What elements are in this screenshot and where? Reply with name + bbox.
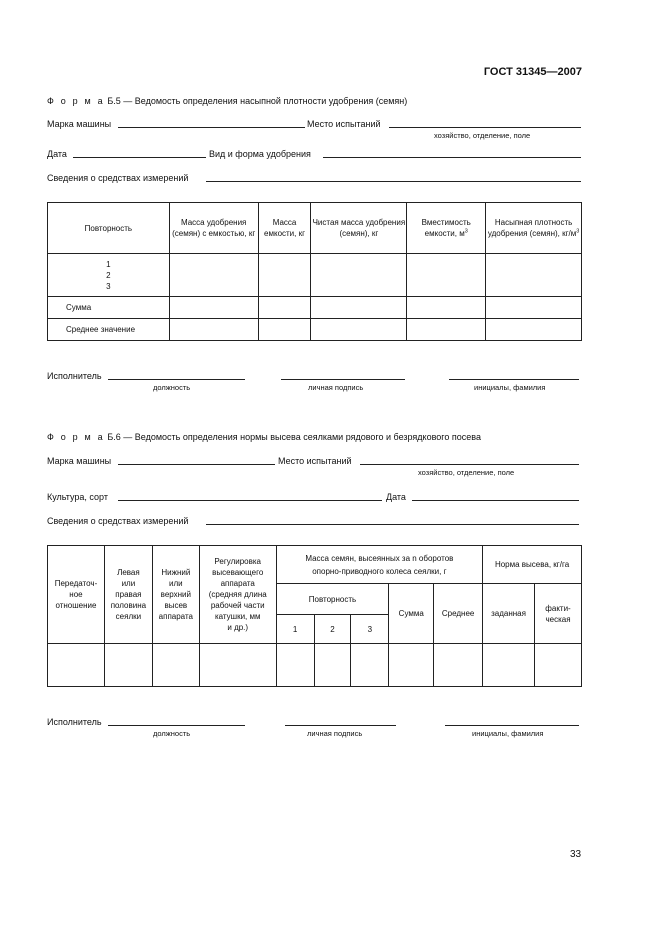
header-sowing-type [152,546,199,644]
form5-position-caption: должность [153,383,191,392]
form5-initials-field[interactable] [449,379,579,380]
form5-signature-caption: личная подпись [308,383,364,392]
form5-type-field[interactable] [323,157,581,158]
cubic-exponent: 3 [464,228,468,235]
header-seed-mass [276,546,482,584]
header-seeding-norm: Норма высева, кг/га [483,546,582,584]
table-cell[interactable] [389,644,434,687]
form5-machine-label: Марка машины [47,119,112,129]
header-regulation-line: аппарата [220,579,255,588]
header-repeat-3: 3 [351,615,389,644]
header-actual [535,584,582,644]
table-cell[interactable] [276,644,314,687]
table-cell[interactable] [258,297,311,319]
table-cell[interactable] [407,297,486,319]
form5-date-label: Дата [47,149,67,159]
form6-table [47,545,582,687]
table-cell[interactable] [199,644,276,687]
table-cell[interactable] [314,644,351,687]
header-seed-mass-line: Масса семян, высеянных за n оборотов [305,553,454,563]
table-cell[interactable] [486,297,582,319]
table-cell[interactable] [104,644,152,687]
form5-instruments-field[interactable] [206,181,581,182]
table-cell[interactable] [169,297,258,319]
form5-initials-caption: инициалы, фамилия [474,383,546,392]
form6-title [47,432,481,442]
table-cell[interactable] [258,319,311,341]
repeat-3: 3 [106,281,111,291]
header-seeder-half [104,546,152,644]
form6-signature-caption: личная подпись [307,729,363,738]
table-cell[interactable] [407,319,486,341]
form6-place-caption: хозяйство, отделение, поле [418,468,515,477]
header-regulation-line: катушки, мм [214,612,261,621]
table-cell[interactable] [486,254,582,297]
standard-number: ГОСТ 31345—2007 [483,66,582,78]
header-sum: Сумма [389,584,434,644]
repeat-2: 2 [106,270,111,280]
header-capacity-text: Вместимость емкости, м [421,218,471,238]
table-cell[interactable] [169,319,258,341]
header-regulation-line: (средняя длина [208,590,267,599]
form5-table [47,202,582,341]
header-repeat: Повторность [276,584,389,615]
header-container-mass: Масса емкости, кг [258,203,311,254]
form5-place-caption: хозяйство, отделение, поле [434,131,531,140]
header-sowing-type-line: аппарата [158,612,193,621]
header-net-mass: Чистая масса удобрения (семян), кг [311,203,407,254]
header-regulation [199,546,276,644]
form5-instruments-label: Сведения о средствах измерений [47,173,189,183]
form5-title [47,96,407,106]
form6-place-field[interactable] [360,464,579,465]
table-cell[interactable] [311,319,407,341]
repeat-1: 1 [106,259,111,269]
table-cell[interactable] [169,254,258,297]
header-regulation-line: высевающего [212,568,264,577]
form6-initials-caption: инициалы, фамилия [472,729,544,738]
header-sowing-type-line: или [169,579,183,588]
header-repeat-2: 2 [314,615,351,644]
form5-date-field[interactable] [73,157,206,158]
form6-crop-label: Культура, сорт [47,492,108,502]
form6-machine-label: Марка машины [47,456,112,466]
form5-place-label: Место испытаний [307,119,381,129]
table-cell[interactable] [535,644,582,687]
header-bulk-density [486,203,582,254]
table-cell[interactable] [483,644,535,687]
form6-instruments-field[interactable] [206,524,579,525]
header-repeat: Повторность [48,203,170,254]
table-cell[interactable] [486,319,582,341]
form5-place-field[interactable] [389,127,581,128]
header-bulk-density-text: Насыпная плотность удобрения (семян), кг/м [487,218,577,238]
table-cell[interactable] [311,254,407,297]
form5-machine-field[interactable] [118,127,305,128]
form6-executor-label: Исполнитель [47,717,102,727]
form6-position-field[interactable] [108,725,245,726]
header-gear-ratio [48,546,105,644]
header-gear-ratio-line: Передаточ- [54,579,98,588]
table-cell[interactable] [407,254,486,297]
header-seeder-half-line: сеялки [115,612,142,621]
form6-signature-field[interactable] [285,725,396,726]
sum-label: Сумма [48,297,170,319]
form6-title-text: Б.6 — Ведомость определения нормы высева сеялками рядового и безрядкового посева [107,432,481,442]
header-mean: Среднее [434,584,483,644]
header-regulation-line: рабочей части [210,601,265,610]
header-gear-ratio-line: отношение [55,601,97,610]
header-sowing-type-line: верхний [160,590,191,599]
table-cell[interactable] [258,254,311,297]
form6-initials-field[interactable] [445,725,579,726]
header-actual-line: факти- [545,603,571,613]
repeat-numbers [48,254,170,297]
header-seeder-half-line: правая [115,590,142,599]
header-sowing-type-line: Нижний [161,568,191,577]
mean-label: Среднее значение [48,319,170,341]
form5-signature-field[interactable] [281,379,405,380]
header-repeat-1: 1 [276,615,314,644]
header-sowing-type-line: высев [164,601,188,610]
form5-title-prefix: Ф о р м а [47,96,105,106]
form5-type-label: Вид и форма удобрения [209,149,311,159]
form6-crop-field[interactable] [118,500,382,501]
table-cell[interactable] [351,644,389,687]
form6-title-prefix: Ф о р м а [47,432,105,442]
cubic-exponent: 3 [576,228,580,235]
form6-machine-field[interactable] [118,464,275,465]
table-cell[interactable] [434,644,483,687]
header-gear-ratio-line: ное [69,590,83,599]
header-capacity [407,203,486,254]
form6-instruments-label: Сведения о средствах измерений [47,516,189,526]
table-cell[interactable] [152,644,199,687]
form5-title-text: Б.5 — Ведомость определения насыпной плотности удобрения (семян) [107,96,408,106]
form5-position-field[interactable] [108,379,245,380]
form6-place-label: Место испытаний [278,456,352,466]
header-seeder-half-line: половина [110,601,147,610]
header-regulation-line: и др.) [227,623,249,632]
form6-date-field[interactable] [412,500,579,501]
form6-date-label: Дата [386,492,406,502]
page-number: 33 [570,849,582,860]
header-mass-with-container: Масса удобрения (семян) с емкостью, кг [169,203,258,254]
header-seeder-half-line: или [121,579,136,588]
header-seeder-half-line: Левая [117,568,140,577]
header-actual-line: ческая [545,614,571,624]
form5-executor-label: Исполнитель [47,371,102,381]
header-target: заданная [483,584,535,644]
table-cell[interactable] [311,297,407,319]
header-regulation-line: Регулировка [214,557,262,566]
table-cell[interactable] [48,644,105,687]
form6-position-caption: должность [153,729,191,738]
header-seed-mass-line: опорно-приводного колеса сеялки, г [312,566,447,576]
